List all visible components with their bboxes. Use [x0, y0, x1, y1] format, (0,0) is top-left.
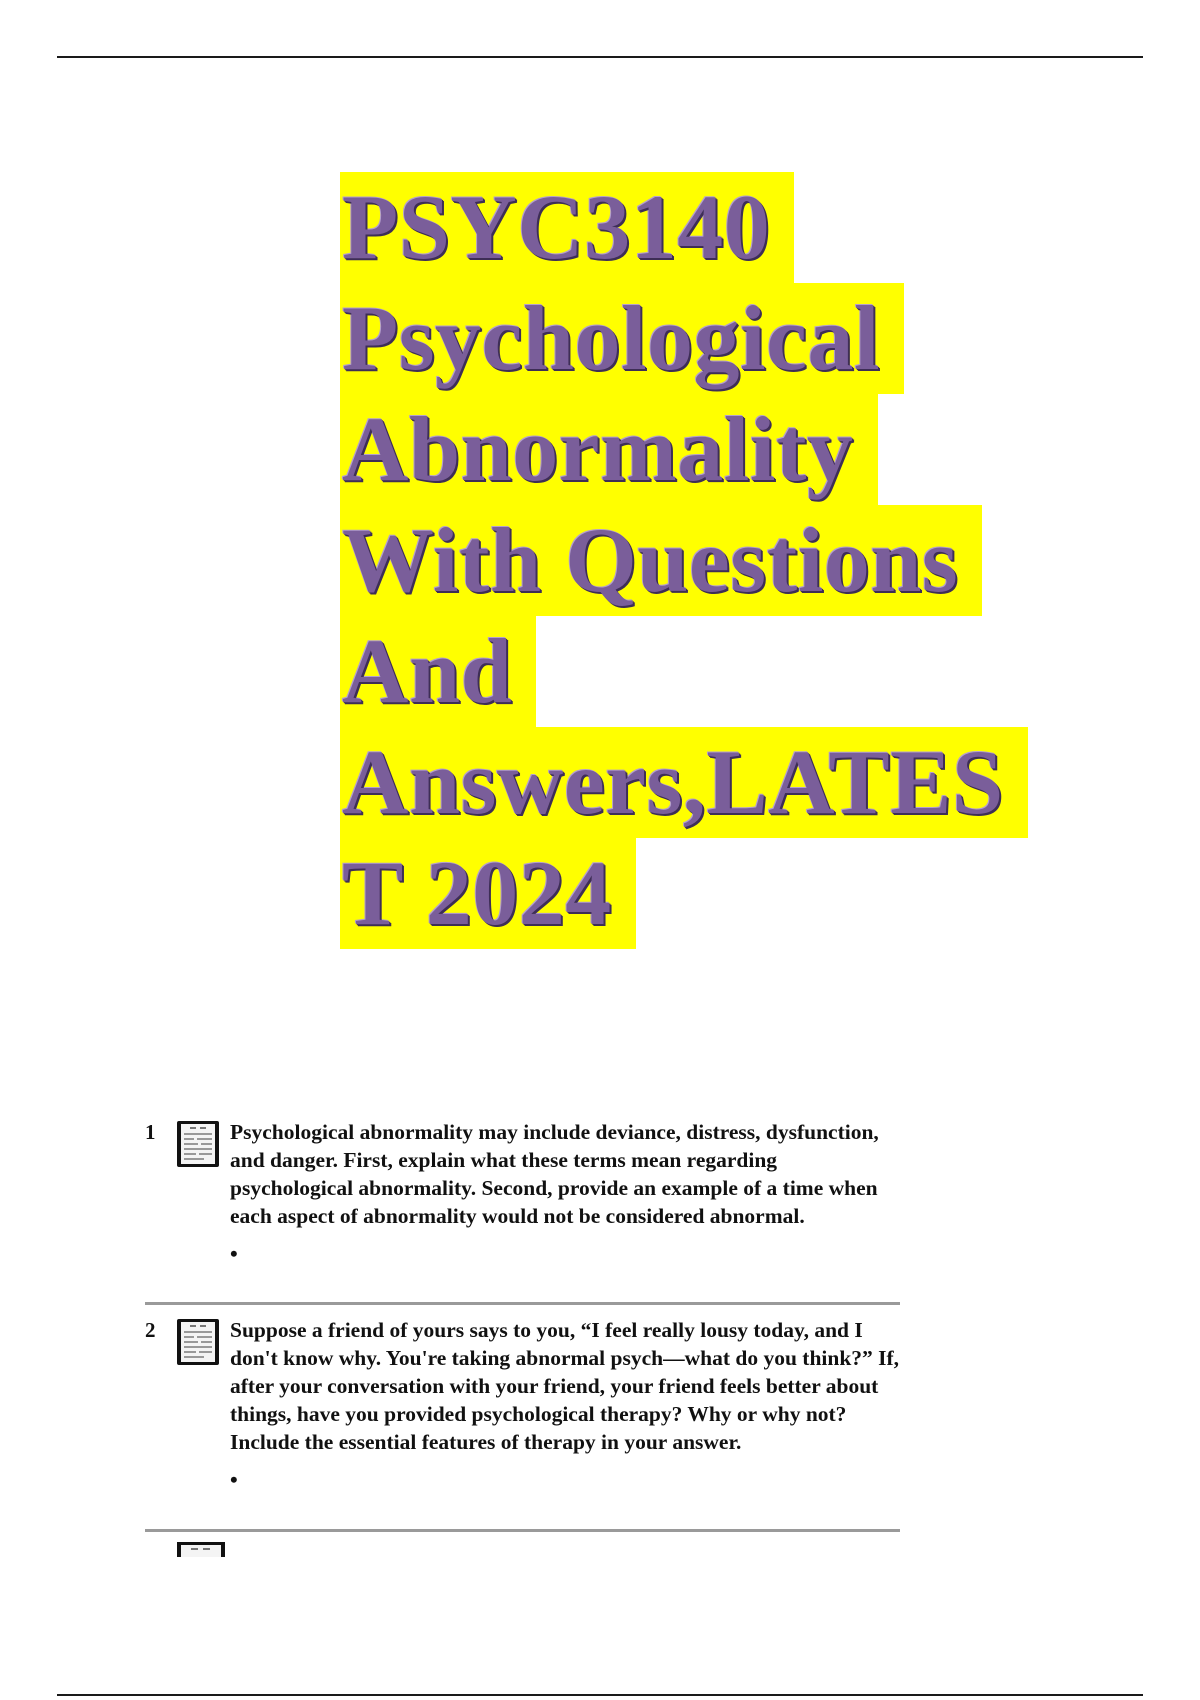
- question-item: [143, 1118, 903, 1268]
- essay-document-icon: [176, 1541, 226, 1557]
- title-line: PSYC3140: [340, 172, 794, 283]
- question-item: [143, 1316, 903, 1494]
- answer-bullet: •: [230, 1467, 238, 1492]
- essay-document-icon: [176, 1120, 220, 1168]
- title-line: And: [340, 616, 536, 727]
- title-line: Answers,LATES: [340, 727, 1028, 838]
- title-line: T 2024: [340, 838, 636, 949]
- title-line: With Questions: [340, 505, 982, 616]
- question-separator: [145, 1302, 900, 1305]
- question-text: Suppose a friend of yours says to you, “I feel really lousy today, and I don't know why. You're taking abnormal psych—what do you think?” If, after your conversation with your friend, your friend feels better about things, have you provided psychological therapy? Why or why not? Include the essential features of therapy in your answer.: [230, 1318, 900, 1454]
- title-line: Psychological: [340, 283, 904, 394]
- title-line: Abnormality: [340, 394, 878, 505]
- answer-bullet: •: [230, 1241, 238, 1266]
- question-number: 1: [145, 1120, 156, 1144]
- top-rule: [57, 56, 1143, 58]
- question-item-partial: [176, 1541, 226, 1557]
- question-list: [143, 1118, 903, 1557]
- essay-document-icon: [176, 1318, 220, 1366]
- document-title: [340, 172, 1060, 949]
- question-number: 2: [145, 1318, 156, 1342]
- bottom-rule: [57, 1694, 1143, 1696]
- question-separator: [145, 1529, 900, 1532]
- question-text: Psychological abnormality may include deviance, distress, dysfunction, and danger. First, explain what these terms mean regarding psychological abnormality. Second, provide an example of a time when each aspect of abnormality would not be considered abnormal.: [230, 1120, 879, 1228]
